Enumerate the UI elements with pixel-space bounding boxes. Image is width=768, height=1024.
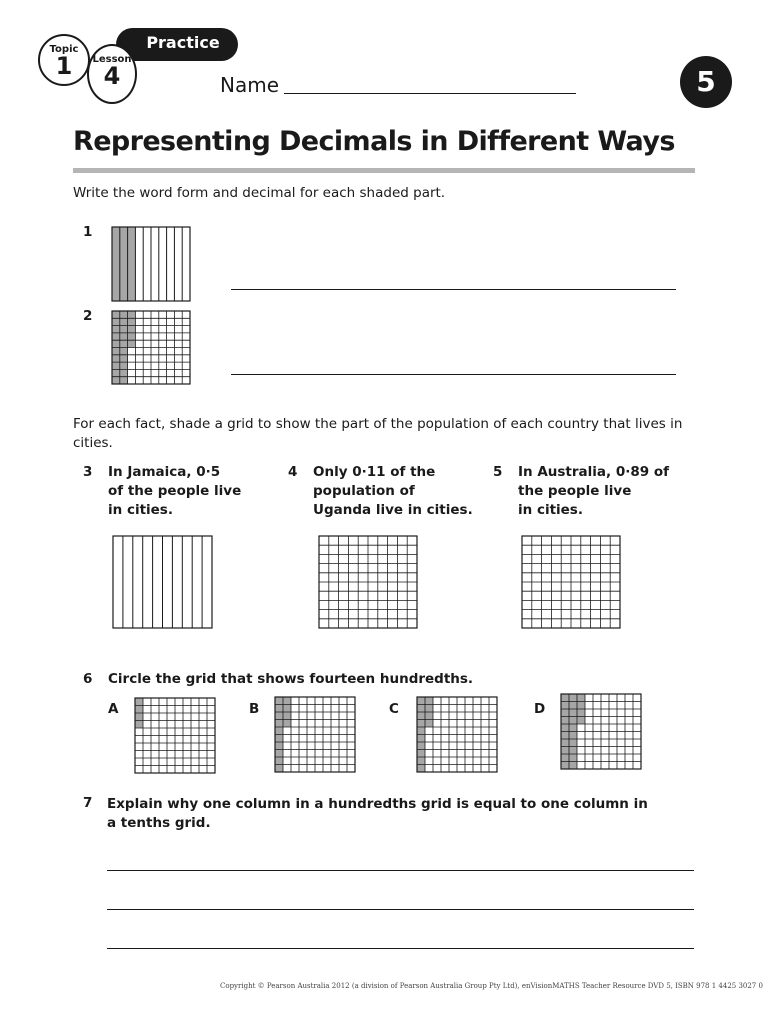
shaded-cell [417,750,425,758]
shaded-cell [120,311,128,318]
shaded-cell [577,694,585,702]
shaded-cell [120,318,128,325]
shaded-column [112,227,120,301]
q1-tenths-grid [112,227,190,301]
shaded-cell [112,369,120,376]
q6-option-grid-c[interactable] [417,697,497,772]
shaded-cell [417,705,425,713]
shaded-cell [112,348,120,355]
q7-text-line: a tenths grid. [107,815,211,831]
shaded-cell [275,720,283,728]
shaded-cell [417,735,425,743]
shaded-cell [283,705,291,713]
shaded-cell [112,333,120,340]
shaded-cell [275,735,283,743]
shaded-cell [577,709,585,717]
q3-text-line: of the people live [108,483,242,499]
shaded-cell [425,697,433,705]
shaded-cell [112,362,120,369]
shaded-column [128,227,136,301]
shaded-cell [128,333,136,340]
q6-option-grid-d[interactable] [561,694,641,769]
shaded-cell [569,754,577,762]
shaded-cell [275,697,283,705]
shaded-cell [417,757,425,765]
q4-text [313,463,473,520]
shaded-cell [275,757,283,765]
q2-hundredths-grid [112,311,190,384]
q6-option-grid-a[interactable] [135,698,215,773]
name-field-line[interactable] [284,93,576,94]
q7-answer-line-3[interactable] [107,948,694,949]
q6-option-label-b: B [249,701,260,717]
shaded-cell [417,712,425,720]
q4-text-line: population of [313,483,415,499]
q2-answer-line[interactable] [231,374,676,375]
q6-text: Circle the grid that shows fourteen hundredths. [108,671,474,687]
q5-text [518,463,669,520]
shaded-cell [569,739,577,747]
shaded-cell [275,727,283,735]
q7-text [107,795,648,833]
page-title: Representing Decimals in Different Ways [73,126,675,157]
shaded-cell [135,698,143,706]
q5-number: 5 [493,464,503,480]
q4-text-line: Only 0·11 of the [313,464,436,480]
topic-label: Topic [49,44,79,55]
shaded-cell [275,742,283,750]
shaded-cell [120,362,128,369]
shaded-cell [135,706,143,714]
shaded-cell [112,377,120,384]
q3-text [108,463,241,520]
shaded-cell [561,702,569,710]
shaded-cell [128,340,136,347]
q6-option-grid-b[interactable] [275,697,355,772]
shaded-cell [569,694,577,702]
shaded-cell [425,720,433,728]
q3-text-line: in cities. [108,502,173,518]
practice-banner: Practice [116,28,238,61]
q6-option-label-a: A [108,701,119,717]
shaded-cell [569,702,577,710]
shaded-cell [283,697,291,705]
q3-number: 3 [83,464,93,480]
shaded-cell [120,326,128,333]
shaded-cell [120,348,128,355]
shaded-cell [569,709,577,717]
q6-number: 6 [83,671,93,687]
shaded-cell [120,369,128,376]
shaded-cell [120,340,128,347]
shaded-column [120,227,128,301]
shaded-cell [569,747,577,755]
q2-number: 2 [83,308,93,324]
shaded-cell [561,732,569,740]
shaded-cell [569,732,577,740]
lesson-label: Lesson [92,54,132,65]
q3-text-line: In Jamaica, 0·5 [108,464,221,480]
shaded-cell [128,311,136,318]
shaded-cell [561,724,569,732]
q3-tenths-grid[interactable] [113,536,212,628]
q1-answer-line[interactable] [231,289,676,290]
shaded-cell [417,742,425,750]
topic-number: 1 [55,52,73,80]
shaded-cell [425,712,433,720]
shaded-cell [561,762,569,770]
shaded-cell [569,762,577,770]
q4-number: 4 [288,464,298,480]
q7-answer-line-2[interactable] [107,909,694,910]
q7-answer-line-1[interactable] [107,870,694,871]
q4-hundredths-grid[interactable] [319,536,417,628]
shaded-cell [275,712,283,720]
shaded-cell [561,754,569,762]
shaded-cell [120,377,128,384]
shaded-cell [561,694,569,702]
title-divider [73,168,695,173]
q5-hundredths-grid[interactable] [522,536,620,628]
lesson-number: 4 [103,62,121,90]
shaded-cell [577,702,585,710]
name-label: Name [220,73,280,97]
q6-option-label-c: C [389,701,399,717]
page-number: 5 [680,56,732,108]
shaded-cell [417,720,425,728]
q7-number: 7 [83,795,93,811]
shaded-cell [417,727,425,735]
shaded-cell [120,333,128,340]
shaded-cell [120,355,128,362]
q5-text-line: In Australia, 0·89 of [518,464,669,480]
shaded-cell [128,318,136,325]
section1-instruction: Write the word form and decimal for each shaded part. [73,185,446,201]
q7-text-line: Explain why one column in a hundredths grid is equal to one column in [107,796,648,812]
section2-instruction: For each fact, shade a grid to show the part of the population of each country that lives in cities. [73,416,683,451]
shaded-cell [561,709,569,717]
topic-badge [38,34,90,86]
shaded-cell [425,705,433,713]
shaded-cell [577,717,585,725]
shaded-cell [561,747,569,755]
shaded-cell [128,326,136,333]
shaded-cell [569,717,577,725]
shaded-cell [283,712,291,720]
shaded-cell [112,311,120,318]
q5-text-line: in cities. [518,502,583,518]
shaded-cell [112,318,120,325]
q6-option-label-d: D [534,701,546,717]
shaded-cell [561,739,569,747]
shaded-cell [112,355,120,362]
copyright-footer: Copyright © Pearson Australia 2012 (a division of Pearson Australia Group Pty Ltd), enVisionMATHS Teacher Resource DVD 5, ISBN 978 1 4425 3027 0 [220,982,763,990]
shaded-cell [275,705,283,713]
shaded-cell [135,713,143,721]
shaded-cell [283,720,291,728]
shaded-cell [417,697,425,705]
shaded-cell [417,765,425,773]
q1-number: 1 [83,224,93,240]
shaded-cell [112,340,120,347]
shaded-cell [561,717,569,725]
shaded-cell [569,724,577,732]
q4-text-line: Uganda live in cities. [313,502,473,518]
shaded-cell [275,765,283,773]
lesson-badge [87,44,137,104]
q5-text-line: the people live [518,483,632,499]
shaded-cell [112,326,120,333]
shaded-cell [275,750,283,758]
shaded-cell [135,721,143,729]
